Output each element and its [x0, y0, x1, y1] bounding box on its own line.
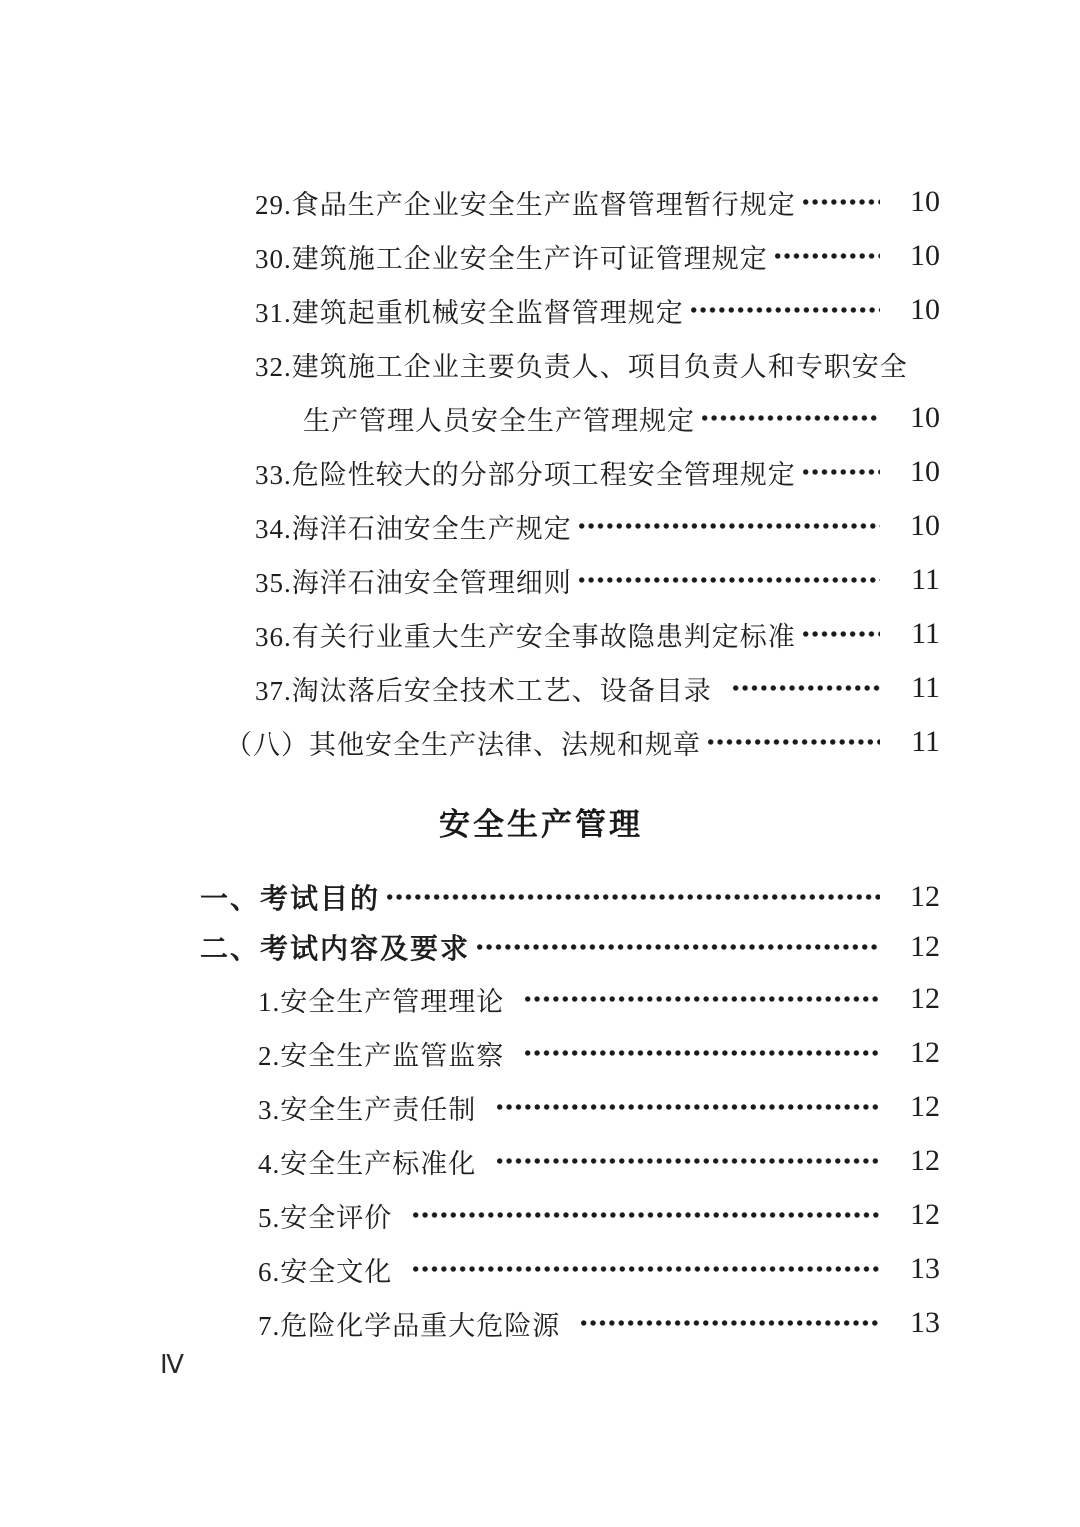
- toc-row: [200, 1026, 940, 1080]
- toc-entry-label: 生产管理人员安全生产管理规定: [303, 405, 695, 436]
- dot-leader: [473, 922, 880, 972]
- toc-page-number: 10: [910, 239, 940, 272]
- toc-entry-label: 30.建筑施工企业安全生产许可证管理规定: [255, 243, 768, 274]
- section-title: 安全生产管理: [439, 807, 643, 842]
- dot-leader: [698, 391, 880, 445]
- toc-entry-label: 一、考试目的: [200, 883, 381, 914]
- toc-row: [200, 1188, 940, 1242]
- toc-row: [200, 337, 940, 391]
- toc-entry-label: 32.建筑施工企业主要负责人、项目负责人和专职安全: [255, 351, 908, 382]
- toc-entry-label: 4.安全生产标准化: [258, 1148, 477, 1179]
- toc-page-number: 12: [910, 880, 940, 913]
- toc-page-number: 12: [910, 1144, 940, 1177]
- toc-row: [200, 283, 940, 337]
- toc-row: [200, 715, 940, 769]
- toc-content: [200, 0, 940, 1350]
- toc-entry-label: 二、考试内容及要求: [200, 933, 471, 964]
- toc-page-number: 10: [910, 455, 940, 488]
- toc-page-number: 12: [910, 1036, 940, 1069]
- toc-page-number: 12: [910, 1198, 940, 1231]
- toc-row: [200, 972, 940, 1026]
- dot-leader: [493, 1134, 880, 1188]
- toc-row: [200, 1242, 940, 1296]
- dot-leader: [521, 1026, 880, 1080]
- toc-section-management: [200, 872, 940, 1350]
- toc-page-number: 11: [911, 563, 940, 596]
- toc-page-number: 12: [910, 982, 940, 1015]
- dot-leader: [575, 499, 880, 553]
- toc-row: [200, 445, 940, 499]
- toc-entry-label: 1.安全生产管理理论: [258, 986, 505, 1017]
- dot-leader: [687, 283, 880, 337]
- toc-entry-label: 7.危险化学品重大危险源: [258, 1310, 561, 1341]
- toc-page-number: 10: [910, 185, 940, 218]
- toc-entry-label: 35.海洋石油安全管理细则: [255, 567, 572, 598]
- toc-page-number: 10: [910, 401, 940, 434]
- dot-leader: [704, 715, 880, 769]
- dot-leader: [729, 661, 880, 715]
- toc-entry-label: 37.淘汰落后安全技术工艺、设备目录: [255, 675, 712, 706]
- toc-page-number: 13: [910, 1306, 940, 1339]
- toc-entry-label: 6.安全文化: [258, 1256, 393, 1287]
- toc-row: [200, 1134, 940, 1188]
- toc-entry-label: 33.危险性较大的分部分项工程安全管理规定: [255, 459, 796, 490]
- toc-row: [200, 661, 940, 715]
- toc-row: [200, 229, 940, 283]
- toc-row: [200, 872, 940, 922]
- toc-page-number: 11: [911, 725, 940, 758]
- dot-leader: [521, 972, 880, 1026]
- dot-leader: [799, 175, 880, 229]
- toc-page-number: 10: [910, 293, 940, 326]
- dot-leader: [575, 553, 880, 607]
- dot-leader: [383, 872, 880, 922]
- toc-entry-label: 36.有关行业重大生产安全事故隐患判定标准: [255, 621, 796, 652]
- toc-row: [200, 607, 940, 661]
- toc-row: [200, 499, 940, 553]
- toc-entry-label: 2.安全生产监管监察: [258, 1040, 505, 1071]
- dot-leader: [409, 1188, 880, 1242]
- toc-page-number: 12: [910, 1090, 940, 1123]
- toc-entry-label: 5.安全评价: [258, 1202, 393, 1233]
- toc-row: [200, 1296, 940, 1350]
- toc-entry-label: 31.建筑起重机械安全监督管理规定: [255, 297, 684, 328]
- toc-page-number: 11: [911, 617, 940, 650]
- dot-leader: [493, 1080, 880, 1134]
- toc-row: [200, 922, 940, 972]
- toc-row: [200, 553, 940, 607]
- toc-row: [200, 391, 940, 445]
- toc-row: [200, 1080, 940, 1134]
- dot-leader: [577, 1296, 880, 1350]
- toc-page-number: 10: [910, 509, 940, 542]
- toc-page-number: 13: [910, 1252, 940, 1285]
- dot-leader: [799, 607, 880, 661]
- dot-leader: [409, 1242, 880, 1296]
- toc-entry-label: （八）其他安全生产法律、法规和规章: [225, 729, 701, 760]
- toc-page-number: 12: [910, 930, 940, 963]
- toc-row: [200, 175, 940, 229]
- toc-entry-label: 29.食品生产企业安全生产监督管理暂行规定: [255, 189, 796, 220]
- page-folio-number: Ⅳ: [160, 1350, 184, 1379]
- dot-leader: [771, 229, 880, 283]
- toc-section-laws: [200, 175, 940, 769]
- toc-entry-label: 34.海洋石油安全生产规定: [255, 513, 572, 544]
- dot-leader: [799, 445, 880, 499]
- toc-page-number: 11: [911, 671, 940, 704]
- toc-entry-label: 3.安全生产责任制: [258, 1094, 477, 1125]
